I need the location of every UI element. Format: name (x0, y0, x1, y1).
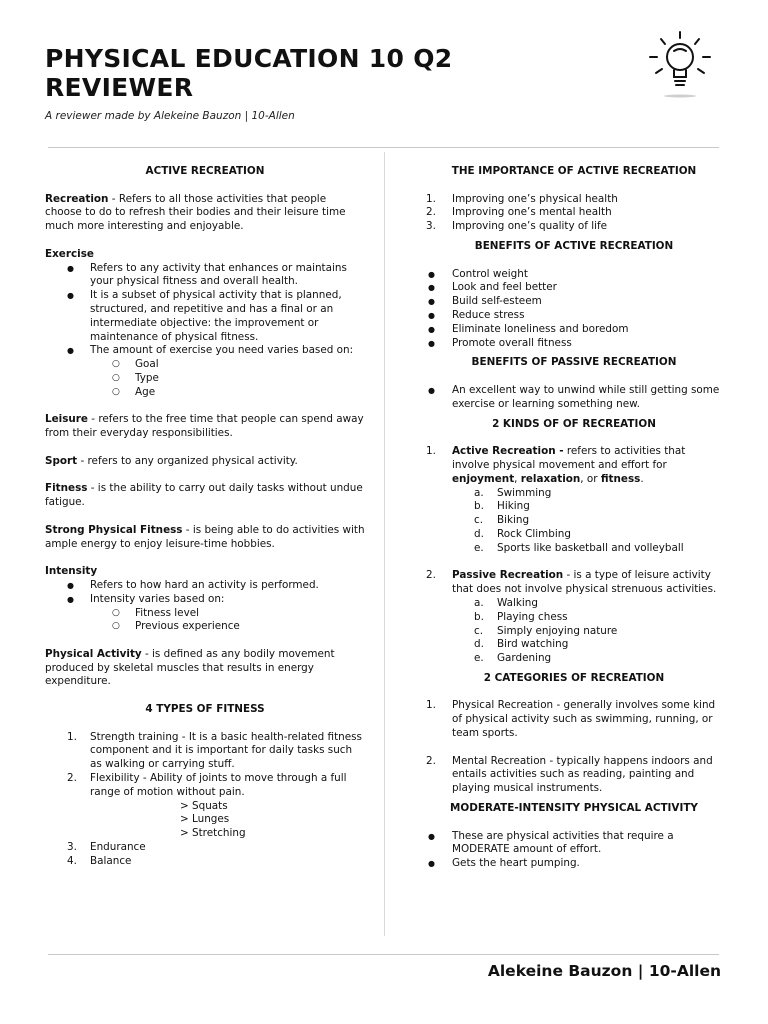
exercise-sublist (45, 358, 365, 399)
benefits-passive-list (426, 384, 722, 412)
list-item: ● Eliminate loneliness and boredom (426, 323, 722, 337)
page-title (45, 44, 452, 102)
term-exercise: Exercise (45, 247, 94, 260)
intensity-sublist (45, 607, 365, 635)
heading-moderate-intensity: MODERATE-INTENSITY PHYSICAL ACTIVITY (450, 802, 698, 815)
list-item: ● Refers to any activity that enhances or maintains your physical fitness and overall health. (45, 262, 365, 290)
subtitle: A reviewer made by Alekeine Bauzon | 10-Allen (45, 110, 295, 122)
heading-active-recreation: ACTIVE RECREATION (145, 165, 265, 177)
title-line-1: PHYSICAL EDUCATION 10 Q2 (45, 44, 453, 73)
list-item: 4. Balance (67, 854, 132, 867)
passive-examples-list (452, 597, 722, 666)
kinds-list (426, 445, 722, 666)
list-item: 3. Improving one’s quality of life (426, 220, 608, 233)
list-item: 2. Improving one’s mental health (426, 206, 612, 219)
fitness-types-list (45, 731, 365, 869)
list-item: > Lunges (180, 813, 230, 826)
def-recreation: Recreation - Refers to all those activities that people choose to do to refresh their bodies and their leisure time much more interesting and enjoyable. (45, 192, 346, 233)
lightbulb-icon (640, 26, 720, 100)
categories-list (426, 699, 722, 796)
heading-benefits-active: BENEFITS OF ACTIVE RECREATION (474, 239, 674, 252)
def-sport: Sport - refers to any organized physical activity. (45, 454, 298, 467)
list-item: ● An excellent way to unwind while still getting some exercise or learning something new. (426, 384, 722, 412)
list-item: 1. Improving one’s physical health (426, 192, 618, 205)
list-item: 1. Active Recreation - refers to activities that involve physical movement and effort for enjoyment, relaxation, or fitness. a. Swimming b. Hiking c. Biking d. Rock Climbing e. Sports like basketball and volleyball (426, 445, 722, 555)
active-examples-list (452, 487, 722, 556)
list-item: 2. Passive Recreation - is a type of leisure activity that does not involve physical strenuous activities. a. Walking b. Playing chess c. Simply enjoying nature d. Bird watching e. Gardening (426, 569, 722, 666)
list-item: ● Intensity varies based on: (45, 593, 365, 607)
list-item: ● These are physical activities that require a MODERATE amount of effort. (426, 830, 722, 858)
bottom-divider (48, 954, 719, 955)
list-item: ● It is a subset of physical activity that is planned, structured, and repetitive and has a final or an intermediate objective: the improvement or maintenance of physical fitness. (45, 289, 365, 344)
exercise-list (45, 262, 365, 359)
list-item: > Squats (180, 799, 228, 812)
list-item: a. Swimming (474, 486, 552, 499)
list-item: ● Control weight (426, 268, 722, 282)
heading-benefits-passive: BENEFITS OF PASSIVE RECREATION (471, 356, 677, 369)
list-item: > Stretching (180, 827, 246, 840)
list-item: ● Promote overall fitness (426, 337, 722, 351)
heading-categories: 2 CATEGORIES OF RECREATION (483, 671, 665, 684)
list-item: ● Refers to how hard an activity is performed. (45, 579, 365, 593)
title-line-2: REVIEWER (45, 73, 194, 102)
list-item: ○ Fitness level (45, 607, 365, 621)
right-column (426, 165, 722, 871)
list-item: a. Walking (474, 596, 538, 609)
def-physical-activity: Physical Activity - is defined as any bodily movement produced by skeletal muscles that results in energy expenditure. (45, 647, 335, 688)
top-divider (48, 147, 719, 148)
heading-types-of-fitness: 4 TYPES OF FITNESS (145, 703, 265, 716)
list-item: 3. Endurance (67, 841, 146, 854)
def-fitness: Fitness - is the ability to carry out daily tasks without undue fatigue. (45, 482, 363, 509)
list-item: d. Rock Climbing (474, 527, 571, 540)
list-item: c. Biking (474, 514, 530, 527)
heading-importance: THE IMPORTANCE OF ACTIVE RECREATION (451, 165, 697, 177)
list-item: e. Gardening (474, 652, 552, 665)
list-item: ● Build self-esteem (426, 295, 722, 309)
list-item: 2. Flexibility - Ability of joints to move through a full range of motion without pain. > Squats > Lunges > Stretching (45, 772, 365, 841)
list-item: 1. Physical Recreation - generally involves some kind of physical activity such as swimming, running, or team sports. (426, 699, 716, 740)
benefits-active-list (426, 268, 722, 351)
list-item: ○ Goal (45, 358, 365, 372)
heading-kinds-of-recreation: 2 KINDS OF OF RECREATION (492, 417, 656, 430)
list-item: ○ Age (45, 386, 365, 400)
term-intensity: Intensity (45, 565, 98, 578)
intensity-list (45, 579, 365, 607)
list-item: c. Simply enjoying nature (474, 624, 618, 637)
def-strong-physical-fitness: Strong Physical Fitness - is being able to do activities with ample energy to enjoy leisure-time hobbies. (45, 523, 365, 550)
column-divider (384, 152, 385, 936)
list-item: ● Gets the heart pumping. (426, 857, 722, 871)
list-item: ○ Type (45, 372, 365, 386)
list-item: b. Playing chess (474, 610, 568, 623)
list-item: b. Hiking (474, 500, 530, 513)
list-item: ● Look and feel better (426, 281, 722, 295)
list-item: ● The amount of exercise you need varies based on: (45, 344, 365, 358)
importance-list (426, 193, 722, 234)
def-leisure: Leisure - refers to the free time that people can spend away from their everyday responsibilities. (45, 413, 364, 440)
list-item: e. Sports like basketball and volleyball (474, 541, 684, 554)
moderate-list (426, 830, 722, 871)
list-item: 2. Mental Recreation - typically happens indoors and entails activities such as reading, painting and playing musical instruments. (426, 754, 713, 795)
flexibility-sublist (90, 800, 365, 841)
list-item: d. Bird watching (474, 638, 569, 651)
list-item: 1. Strength training - It is a basic health-related fitness component and it is important for daily tasks such as walking or carrying stuff. (67, 730, 362, 771)
list-item: ● Reduce stress (426, 309, 722, 323)
list-item: ○ Previous experience (45, 620, 365, 634)
footer-author: Alekeine Bauzon | 10-Allen (487, 962, 721, 980)
left-column (45, 165, 365, 869)
